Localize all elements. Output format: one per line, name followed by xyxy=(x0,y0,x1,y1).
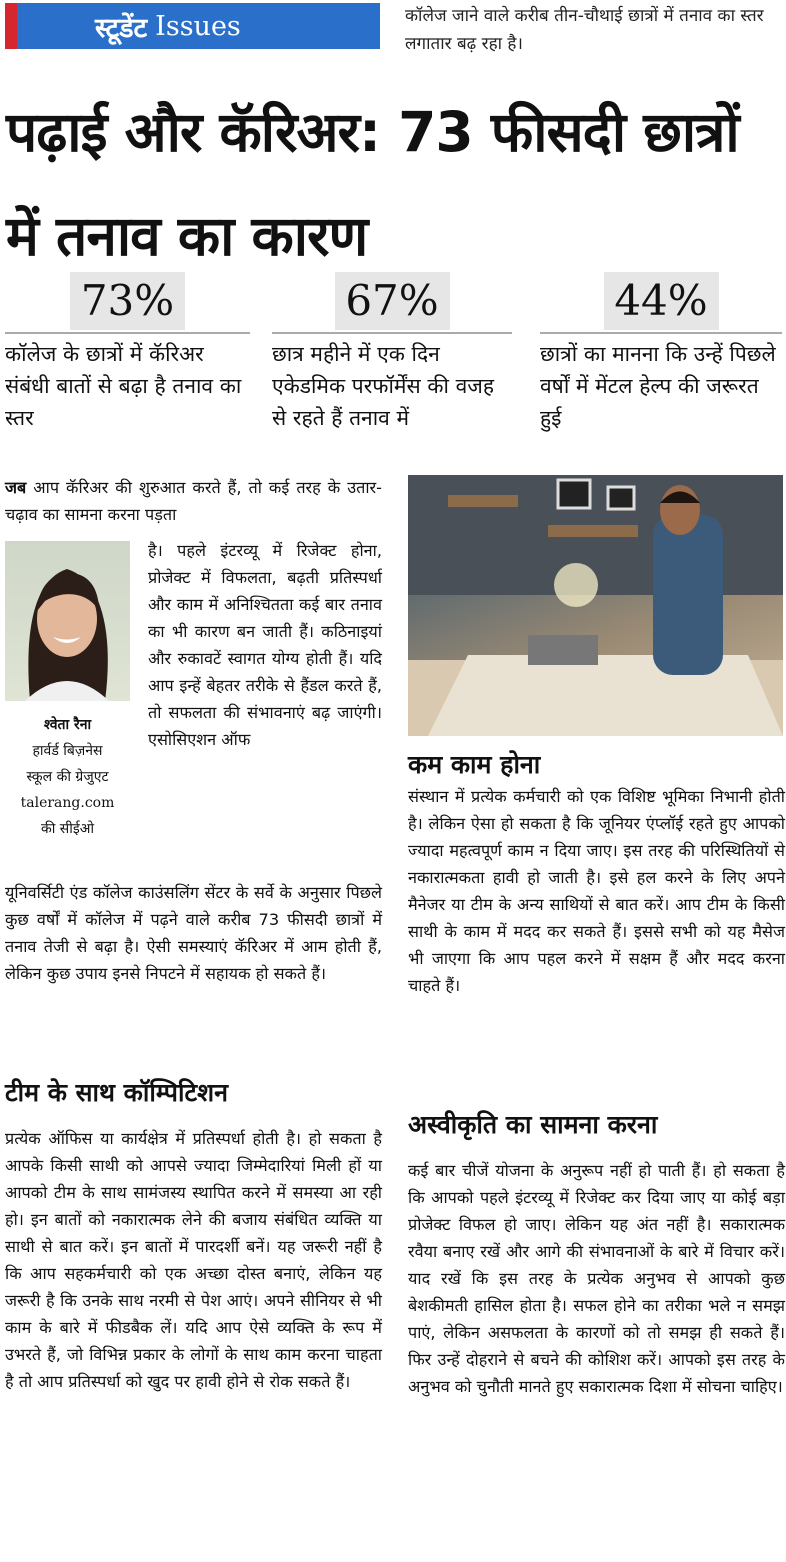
author-line-3: talerang.com xyxy=(20,795,115,811)
author-bio xyxy=(5,712,130,842)
section-tag-hindi: स्टूडेंट xyxy=(95,12,148,44)
author-line-1: हार्वर्ड बिज़नेस xyxy=(32,743,103,759)
author-photo xyxy=(5,541,130,701)
stat-block-3 xyxy=(540,272,782,434)
intro-lead-word: जब xyxy=(5,478,27,497)
section-tag xyxy=(5,3,380,49)
page-headline: पढ़ाई और कॅरिअर: 73 फीसदी छात्रों में तनाव का कारण xyxy=(6,100,739,268)
stat-divider xyxy=(540,332,782,334)
intro-paragraph-side: है। पहले इंटरव्यू में रिजेक्ट होना, प्रोजेक्ट में विफलता, बढ़ती प्रतिस्पर्धा और काम में अनिश्चितता कई बार तनाव का भी कारण बन जाती हैं। कठिनाइयां और रुकावटें स्वागत योग्य होती हैं। यदि आप इन्हें बेहतर तरीके से हैंडल करते हैं, तो सफलता की संभावनाएं बढ़ जाएंगी। एसोसिएशन ऑफ xyxy=(148,541,382,749)
intro-paragraph-bottom: यूनिवर्सिटी एंड कॉलेज काउंसलिंग सेंटर के सर्वे के अनुसार पिछले कुछ वर्षों में कॉलेज में पढ़ने वाले करीब 73 फीसदी छात्रों में तनाव तेजी से बढ़ा है। ऐसी समस्याएं कॅरिअर में आम होती हैं, लेकिन कुछ उपाय इनसे निपटने में सहायक हो सकते हैं। xyxy=(5,883,382,983)
team-body: प्रत्येक ऑफिस या कार्यक्षेत्र में प्रतिस्पर्धा होती है। हो सकता है आपके किसी साथी को आपसे ज्यादा जिम्मेदारियां मिली हों या आपको टीम के साथ सामंजस्य स्थापित करने में समस्या आ रही हो। इन बातों को नकारात्मक लेने की बजाय संबंधित व्यक्ति या साथी से बात करें। इन बातों में पारदर्शी बनें। यह जरूरी नहीं है कि आप सहकर्मचारी को एक अच्छा दोस्त बनाएं, लेकिन यह जरूरी है कि उनके साथ नरमी से पेश आएं। अपने सीनियर से भी काम के बारे में फीडबैक लें। यदि आप ऐसे व्यक्ति के रूप में उभरते हैं, जो विभिन्न प्रकार के लोगों के साथ काम करना चाहता है तो आप प्रतिस्पर्धा को खुद पर हावी होने से रोक सकते हैं। xyxy=(5,1129,382,1391)
author-line-2: स्कूल की ग्रेजुएट xyxy=(26,769,109,785)
stat-divider xyxy=(272,332,512,334)
stat-block-2 xyxy=(272,272,512,434)
rejection-heading: अस्वीकृति का सामना करना xyxy=(408,1110,658,1139)
intro-paragraph-top xyxy=(5,474,382,528)
stat-value: 67% xyxy=(335,272,450,330)
tag-red-bar xyxy=(5,3,17,49)
stat-description: छात्रों का मानना कि उन्हें पिछले वर्षों में मेंटल हेल्प की जरूरत हुई xyxy=(540,342,776,430)
section-tag-english: Issues xyxy=(155,10,241,42)
intro-top-text: आप कॅरिअर की शुरुआत करते हैं, तो कई तरह के उतार-चढ़ाव का सामना करना पड़ता xyxy=(5,478,382,524)
less-work-body: संस्थान में प्रत्येक कर्मचारी को एक विशिष्ट भूमिका निभानी होती है। लेकिन ऐसा हो सकता है कि जूनियर एंप्लॉई रहते हुए आपको ज्यादा महत्वपूर्ण काम न दिया जाए। इस तरह की परिस्थितियों से नकारात्मकता हावी हो जाती है। इसे हल करने के लिए अपने मैनेजर या टीम के अन्य साथियों से बात करें। आप टीम के किसी साथी के काम में मदद कर सकते हैं। इससे सभी को यह मैसेज भी जाएगा कि आप पहल करने में सक्षम हैं और मदद करना चाहते हैं। xyxy=(408,787,785,995)
team-heading: टीम के साथ कॉम्पिटिशन xyxy=(5,1078,228,1107)
stat-value: 73% xyxy=(70,272,185,330)
less-work-heading: कम काम होना xyxy=(408,750,541,779)
stat-divider xyxy=(5,332,250,334)
stat-value: 44% xyxy=(604,272,719,330)
office-photo xyxy=(408,475,783,736)
author-line-4: की सीईओ xyxy=(40,821,95,837)
stat-description: कॉलेज के छात्रों में कॅरिअर संबंधी बातों से बढ़ा है तनाव का स्तर xyxy=(5,342,242,430)
stat-block-1 xyxy=(5,272,250,434)
stat-description: छात्र महीने में एक दिन एकेडमिक परफॉर्मेंस की वजह से रहते हैं तनाव में xyxy=(272,342,495,430)
rejection-body: कई बार चीजें योजना के अनुरूप नहीं हो पाती हैं। हो सकता है कि आपको पहले इंटरव्यू में रिजेक्ट कर दिया जाए या कोई बड़ा प्रोजेक्ट विफल हो जाए। लेकिन यह अंत नहीं है। सकारात्मक रवैया बनाए रखें और आगे की संभावनाओं के बारे में विचार करें। याद रखें कि इस तरह के प्रत्येक अनुभव से आपको कुछ बेशकीमती हासिल होता है। सफल होने का तरीका भले न समझ पाएं, लेकिन असफलता के कारणों को तो समझ ही सकते हैं। फिर उन्हें दोहराने से बचने की कोशिश करें। आपको इस तरह के अनुभव को चुनौती मानते हुए सकारात्मक दिशा में सोचना चाहिए। xyxy=(408,1161,785,1396)
author-name: श्वेता रैना xyxy=(43,717,92,733)
teaser-text: कॉलेज जाने वाले करीब तीन-चौथाई छात्रों में तनाव का स्तर लगातार बढ़ रहा है। xyxy=(405,6,764,54)
